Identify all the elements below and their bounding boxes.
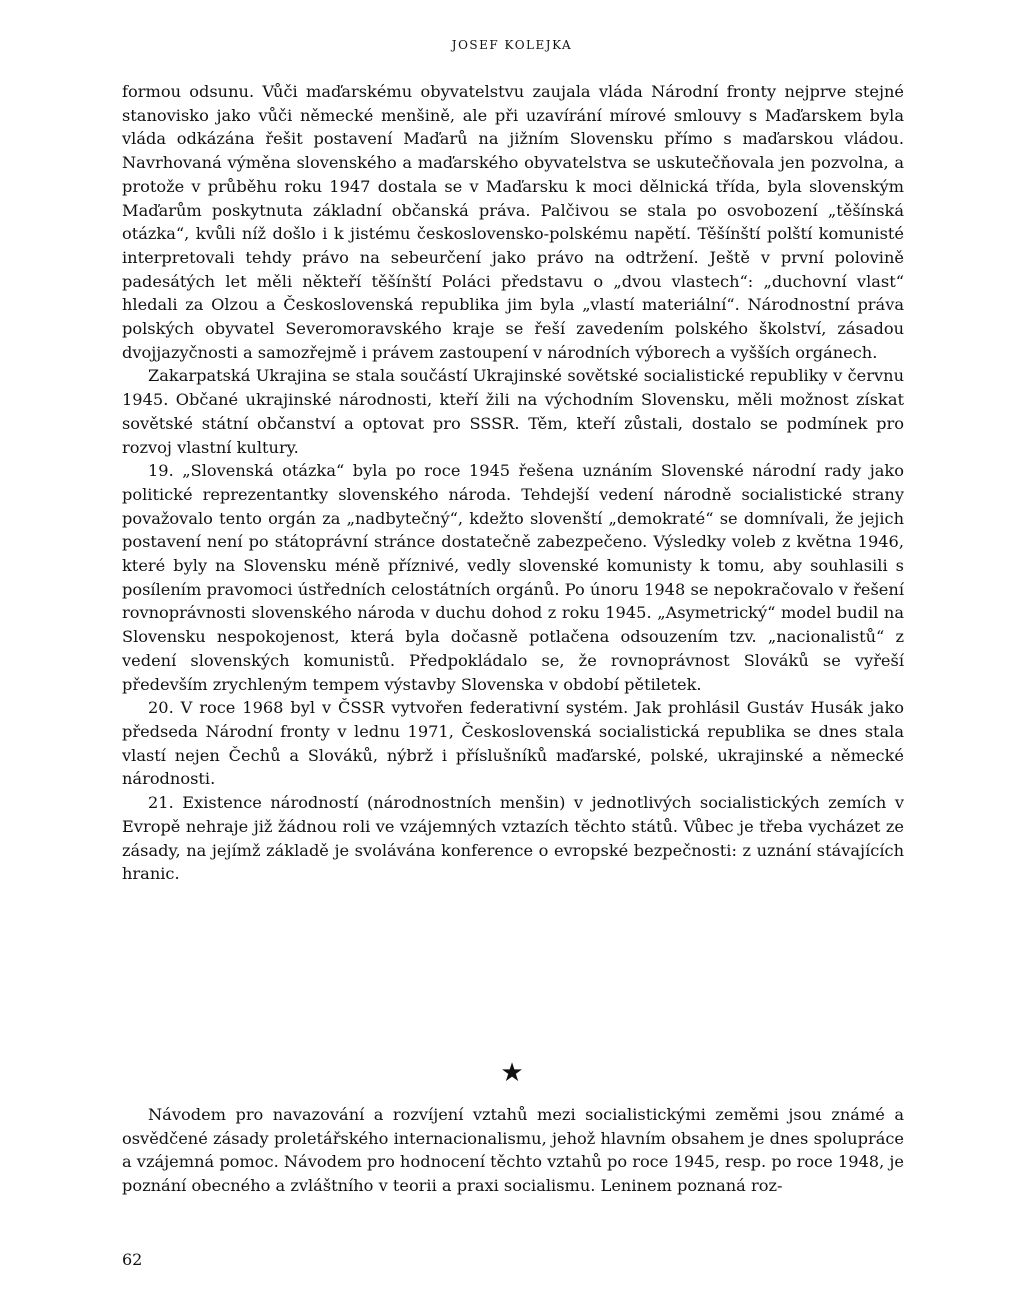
running-header: JOSEF KOLEJKA — [451, 38, 573, 52]
paragraph-zakarpatska: Zakarpatská Ukrajina se stala součástí Ukrajinské sovětské socialistické republiky v červnu 1945. Občané ukrajinské národnosti, kteří žili na východním Slovensku, měli možnost získat sovětské státní občanství a optovat pro SSSR. Těm, kteří zůstali, dostalo se podmínek pro rozvoj vlastní kultury. — [122, 366, 904, 457]
paragraph-navodem: Návodem pro navazování a rozvíjení vztahů mezi socialistickými zeměmi jsou známé a osvědčené zásady proletářského internacionalismu, jehož hlavním obsahem je dnes spolupráce a vzájemná pomoc. Návodem pro hodnocení těchto vztahů po roce 1945, resp. po roce 1948, je poznání obecného a zvláštního v teorii a praxi socialismu. Leninem poznaná roz- — [122, 1105, 904, 1196]
paragraph-21: 21. Existence národností (národnostních menšin) v jednotlivých socialistických zemích v Evropě nehraje již žádnou roli ve vzájemných vztazích těchto států. Vůbec je třeba vycházet ze zásady, na jejímž základě je svolávána konference o evropské bezpečnosti: z uznání stávajících hranic. — [122, 793, 904, 884]
section-separator-star: ★ — [500, 1058, 524, 1088]
section-text — [122, 1103, 904, 1198]
paragraph-19: 19. „Slovenská otázka“ byla po roce 1945 řešena uznáním Slovenské národní rady jako politické reprezentantky slovenského národa. Tehdejší vedení národně socialistické strany považovalo tento orgán za „nadbytečný“, kdežto slovenští „demokraté“ se domnívali, že jejich postavení není po státoprávní stránce dostatečně zabezpečeno. Výsledky voleb z května 1946, které byly na Slovensku méně příznivé, vedly slovenské komunisty k tomu, aby souhlasili s posílením pravomoci ústředních celostátních orgánů. Po únoru 1948 se nepokračovalo v řešení rovnoprávnosti slovenského národa v duchu dohod z roku 1945. „Asymetrický“ model budil na Slovensku nespokojenost, která byla dočasně potlačena odsouzením tzv. „nacionalistů“ z vedení slovenských komunistů. Předpokládalo se, že rovnoprávnost Slováků se vyřeší především zrychleným tempem výstavby Slovenska v období pětiletek. — [122, 461, 904, 694]
paragraph-continuation: formou odsunu. Vůči maďarskému obyvatelstvu zaujala vláda Národní fronty nejprve stejné stanovisko jako vůči německé menšině, ale při uzavírání mírové smlouvy s Maďarskem byla vláda odkázána řešit postavení Maďarů na jižním Slovensku přímo s maďarskou vládou. Navrhovaná výměna slovenského a maďarského obyvatelstva se uskutečňovala jen pozvolna, a protože v průběhu roku 1947 dostala se v Maďarsku k moci dělnická třída, byla slovenským Maďarům poskytnuta základní občanská práva. Palčivou se stala po osvobození „těšínská otázka“, kvůli níž došlo i k jistému československo-polskému napětí. Těšínští polští komunisté interpretovali tehdy právo na sebeurčení jako právo na odtržení. Ještě v první polovině padesátých let měli někteří těšínští Poláci představu o „dvou vlastech“: „duchovní vlast“ hledali za Olzou a Československá republika jim byla „vlastí materiální“. Národnostní práva polských obyvatel Severomoravského kraje se řeší zavedením polského školství, zásadou dvojjazyčnosti a samozřejmě i právem zastoupení v národních výborech a vyšších orgánech. — [122, 82, 904, 362]
paragraph-20: 20. V roce 1968 byl v ČSSR vytvořen federativní systém. Jak prohlásil Gustáv Husák jako předseda Národní fronty v lednu 1971, Československá socialistická republika se dnes stala vlastí nejen Čechů a Slováků, nýbrž i příslušníků maďarské, polské, ukrajinské a německé národnosti. — [122, 698, 904, 789]
page-number: 62 — [122, 1250, 143, 1269]
main-text — [122, 80, 904, 886]
